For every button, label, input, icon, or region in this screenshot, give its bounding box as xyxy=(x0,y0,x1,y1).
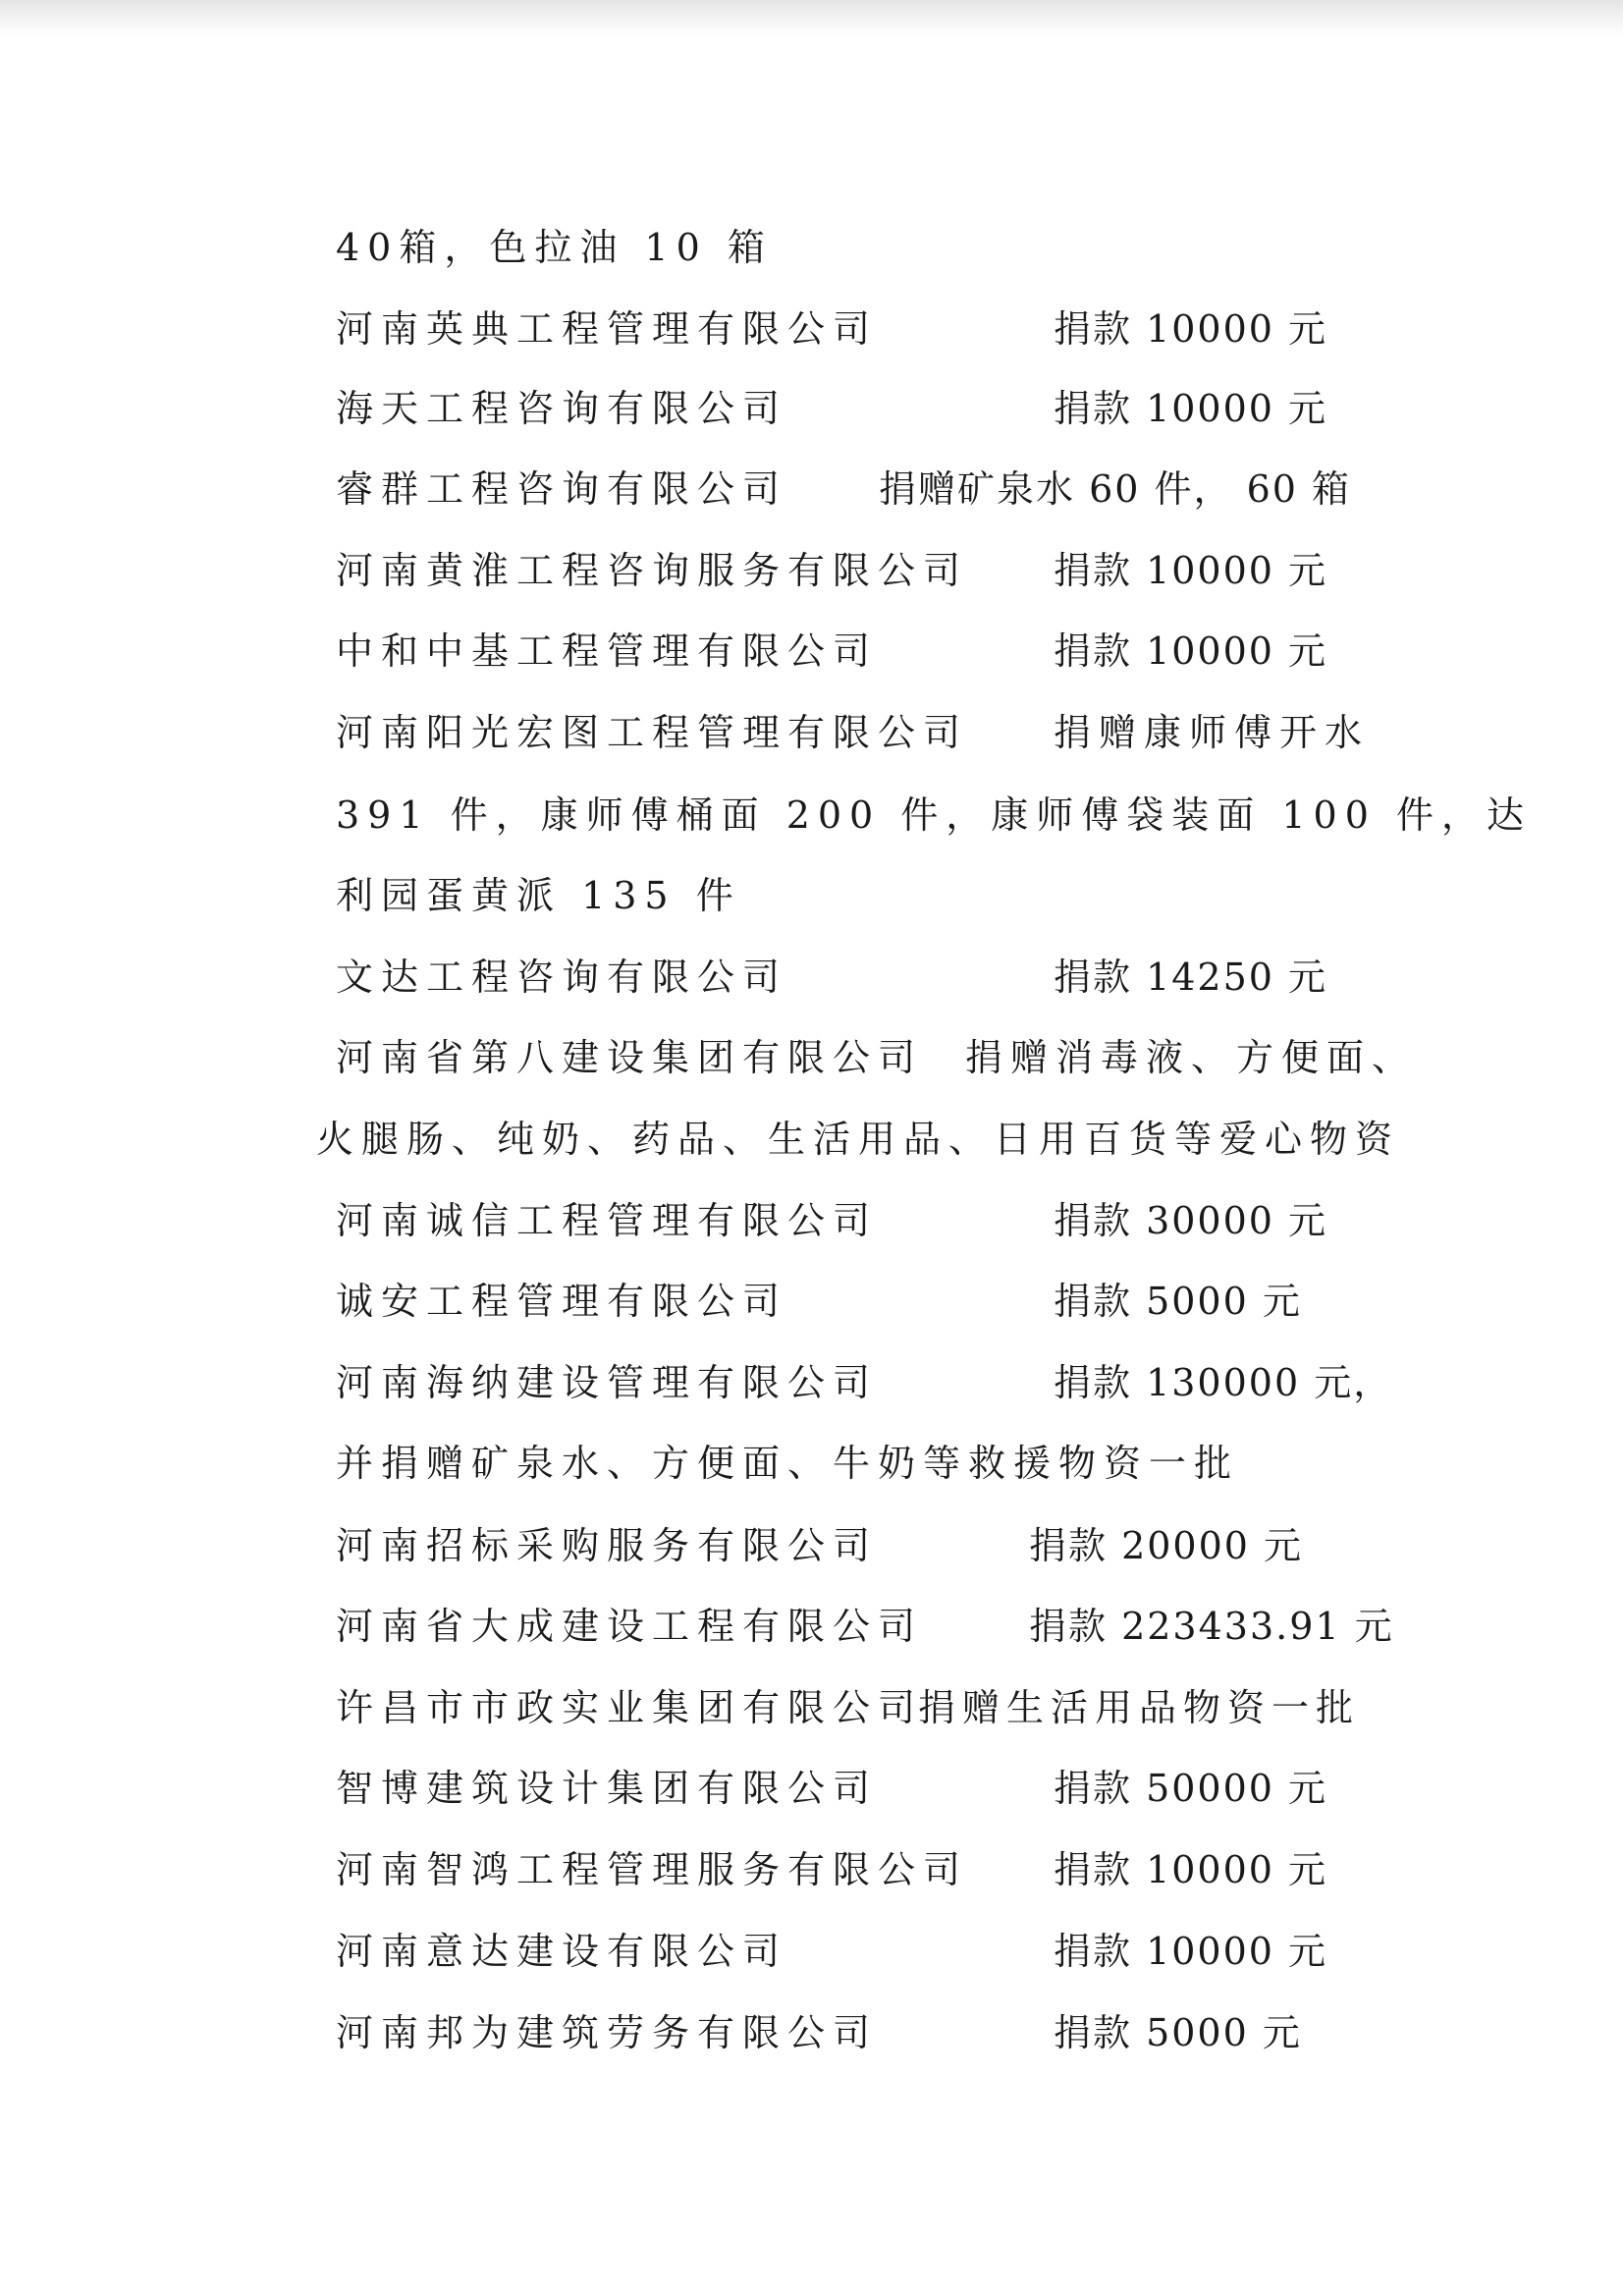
continuation-line: 并捐赠矿泉水、方便面、牛奶等救援物资一批 xyxy=(336,1442,1240,1485)
donor-name: 河南意达建设有限公司 xyxy=(336,1930,788,1973)
donor-name: 河南省第八建设集团有限公司 xyxy=(336,1036,924,1079)
donor-name: 河南省大成建设工程有限公司 xyxy=(336,1605,924,1648)
donation-amount: 捐款 5000 元 xyxy=(1054,2011,1302,2054)
donation-amount: 捐款 14250 元 xyxy=(1054,956,1328,999)
donation-amount: 捐赠消毒液、方便面、 xyxy=(965,1036,1418,1079)
donor-name: 河南邦为建筑劳务有限公司 xyxy=(336,2011,879,2054)
donation-amount: 捐赠生活用品物资一批 xyxy=(918,1686,1361,1729)
donor-name: 文达工程咨询有限公司 xyxy=(336,956,788,999)
continuation-line: 391 件，康师傅桶面 200 件，康师傅袋装面 100 件，达 xyxy=(336,793,1532,837)
donation-amount: 捐款 10000 元 xyxy=(1054,1848,1328,1891)
donor-name: 河南英典工程管理有限公司 xyxy=(336,307,879,351)
donor-name: 睿群工程咨询有限公司 xyxy=(336,467,788,511)
donor-name: 河南阳光宏图工程管理有限公司 xyxy=(336,711,969,754)
donation-amount: 捐款 10000 元 xyxy=(1054,387,1328,430)
donor-name: 诚安工程管理有限公司 xyxy=(336,1280,788,1323)
donor-name: 中和中基工程管理有限公司 xyxy=(336,629,879,673)
donation-amount: 捐款 10000 元 xyxy=(1054,549,1328,592)
donation-amount: 捐款 130000 元， xyxy=(1054,1361,1393,1404)
continuation-line: 火腿肠、纯奶、药品、生活用品、日用百货等爱心物资 xyxy=(316,1118,1401,1161)
donor-name: 河南海纳建设管理有限公司 xyxy=(336,1361,879,1404)
donation-amount: 捐赠矿泉水 60 件， 60 箱 xyxy=(879,467,1352,511)
donor-name: 河南诚信工程管理有限公司 xyxy=(336,1199,879,1242)
donation-amount: 捐款 10000 元 xyxy=(1054,307,1328,351)
donor-name: 许昌市市政实业集团有限公司 xyxy=(336,1686,924,1729)
donation-amount: 捐款 50000 元 xyxy=(1054,1767,1328,1810)
donation-amount: 捐赠康师傅开水 xyxy=(1054,711,1371,754)
donation-amount: 捐款 10000 元 xyxy=(1054,629,1328,673)
donor-name: 智博建筑设计集团有限公司 xyxy=(336,1767,879,1810)
donor-name: 河南黄淮工程咨询服务有限公司 xyxy=(336,549,969,592)
continuation-line: 40箱，色拉油 10 箱 xyxy=(336,226,773,269)
donation-amount: 捐款 10000 元 xyxy=(1054,1930,1328,1973)
donor-name: 河南智鸿工程管理服务有限公司 xyxy=(336,1848,969,1891)
donor-name: 河南招标采购服务有限公司 xyxy=(336,1524,879,1567)
donation-amount: 捐款 223433.91 元 xyxy=(1029,1605,1394,1648)
donation-amount: 捐款 5000 元 xyxy=(1054,1280,1302,1323)
donation-amount: 捐款 30000 元 xyxy=(1054,1199,1328,1242)
scan-edge-shadow xyxy=(0,0,1623,39)
donor-name: 海天工程咨询有限公司 xyxy=(336,387,788,430)
donation-amount: 捐款 20000 元 xyxy=(1029,1524,1304,1567)
continuation-line: 利园蛋黄派 135 件 xyxy=(336,874,741,917)
